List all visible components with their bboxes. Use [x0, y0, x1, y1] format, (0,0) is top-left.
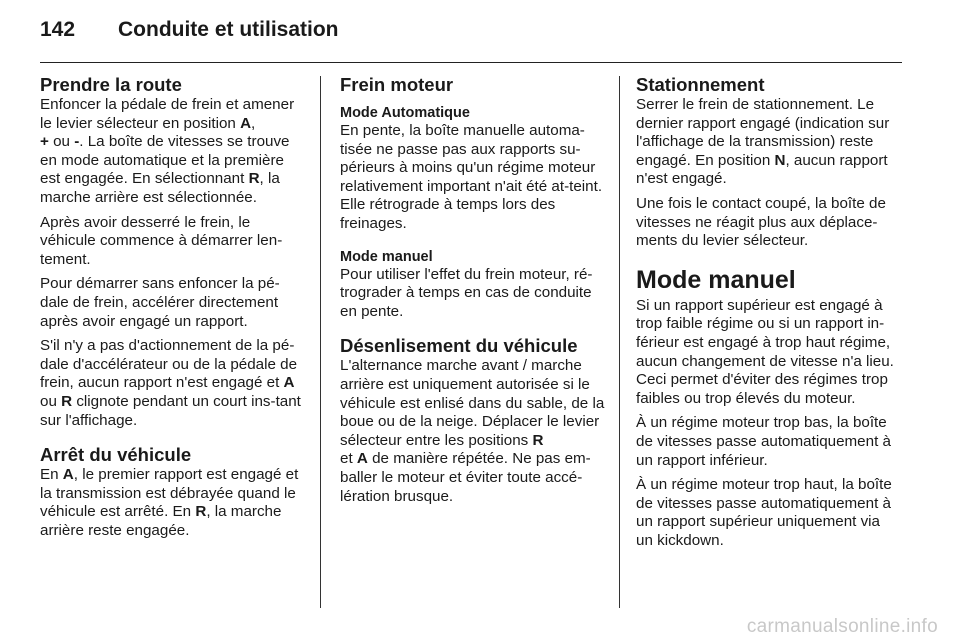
- text: Enfoncer la pédale de frein et amener le levier sélecteur en position: [40, 96, 295, 132]
- gear-a: A: [356, 450, 368, 468]
- paragraph-prendre-3: Pour démarrer sans enfoncer la pé-dale de frein, accélérer directement après avoir engagé un rapport.: [40, 275, 280, 330]
- heading-stationnement: Stationnement: [636, 74, 765, 95]
- watermark: carmanualsonline.info: [746, 616, 938, 637]
- text: ou: [48, 133, 75, 151]
- text: . La boîte de vitesses se trouve en mode automatique et la première est engagée. En sélectionnant: [40, 133, 290, 188]
- text: ou: [40, 392, 62, 410]
- paragraph-stationnement-2: Une fois le contact coupé, la boîte de vitesses ne réagit plus aux déplace-ments du levier sélecteur.: [636, 194, 886, 250]
- page-header: [40, 18, 339, 48]
- text: ,: [251, 114, 256, 132]
- paragraph-prendre-2: Après avoir desserré le frein, le véhicule commence à démarrer len-tement.: [40, 213, 283, 268]
- paragraph-prendre-1: [40, 96, 305, 208]
- column-divider: [619, 76, 620, 608]
- heading-frein-moteur: Frein moteur: [340, 74, 454, 95]
- gear-a: A: [62, 466, 74, 484]
- column-2: [340, 74, 605, 512]
- gear-a: A: [240, 114, 252, 132]
- text: , aucun rapport n'est engagé.: [636, 151, 888, 188]
- heading-mode-manuel: Mode manuel: [636, 265, 796, 294]
- text: L'alternance marche avant / marche arrière est uniquement autorisée si le véhicule est enlisé dans du sable, de la boue ou de la neige. Déplacer le levier sélecteur entre les positions: [340, 357, 605, 449]
- text: , le premier rapport est engagé et la transmission est débrayée quand le véhicule est arrêté. En: [40, 466, 299, 521]
- gear-n: N: [774, 151, 786, 169]
- text: En: [40, 466, 63, 484]
- heading-arret-du-vehicule: Arrêt du véhicule: [40, 444, 192, 466]
- column-3: [636, 74, 901, 556]
- heading-desenlisement: Désenlisement du véhicule: [340, 335, 578, 357]
- gear-minus: -: [74, 133, 80, 151]
- paragraph-stationnement-1: [636, 96, 901, 189]
- text: , la marche arrière est sélectionnée.: [40, 170, 280, 206]
- gear-r: R: [248, 170, 260, 188]
- text: S'il n'y a pas d'actionnement de la pé-dale d'accélérateur ou de la pédale de frein, aucun rapport n'est engagé et: [40, 337, 298, 392]
- gear-a: A: [283, 374, 295, 392]
- paragraph-arret: [40, 466, 305, 540]
- text: Serrer le frein de stationnement. Le dernier rapport engagé (indication sur l'affichage de la transmission) reste engagé. En position: [636, 96, 890, 169]
- gear-r: R: [61, 392, 73, 410]
- text: , la marche arrière reste engagée.: [40, 503, 282, 539]
- page-title: Conduite et utilisation: [118, 18, 339, 41]
- gear-r: R: [532, 431, 544, 449]
- subheading-mode-manuel: Mode manuel: [340, 248, 433, 265]
- paragraph-mode-manuel-3: À un régime moteur trop haut, la boîte de vitesses passe automatiquement à un rapport supérieur uniquement via un kickdown.: [636, 476, 892, 549]
- paragraph-mode-manuel: Pour utiliser l'effet du frein moteur, ré-trograder à temps en cas de conduite en pente.: [340, 265, 593, 320]
- text: de manière répétée. Ne pas em-baller le moteur et éviter toute accé-lération brusque.: [340, 450, 591, 505]
- column-1: [40, 74, 305, 546]
- header-rule: [40, 62, 902, 63]
- text: et: [340, 450, 357, 468]
- gear-r: R: [195, 503, 207, 521]
- paragraph-mode-manuel-2: À un régime moteur trop bas, la boîte de vitesses passe automatiquement à un rapport inférieur.: [636, 414, 891, 469]
- text: clignote pendant un court ins-tant sur l'affichage.: [40, 392, 301, 429]
- column-divider: [320, 76, 321, 608]
- page-number: 142: [40, 18, 76, 41]
- paragraph-mode-manuel-1: Si un rapport supérieur est engagé à trop faible régime ou si un rapport in-férieur est engagé à trop haut régime, aucun changement de vitesse n'a lieu. Ceci permet d'éviter des régimes trop faibles ou trop élevés du moteur.: [636, 296, 894, 407]
- paragraph-desenlisement: [340, 357, 605, 506]
- paragraph-prendre-4: [40, 337, 305, 430]
- heading-prendre-la-route: Prendre la route: [40, 74, 182, 95]
- subheading-mode-automatique: Mode Automatique: [340, 105, 470, 121]
- gear-plus: +: [40, 133, 49, 151]
- paragraph-mode-automatique: En pente, la boîte manuelle automa-tisée ne passe pas aux rapports su-périeurs à moins qu'un régime moteur relativement important n'ait été at-teint. Elle rétrograde à temps lors des freinages.: [340, 122, 603, 232]
